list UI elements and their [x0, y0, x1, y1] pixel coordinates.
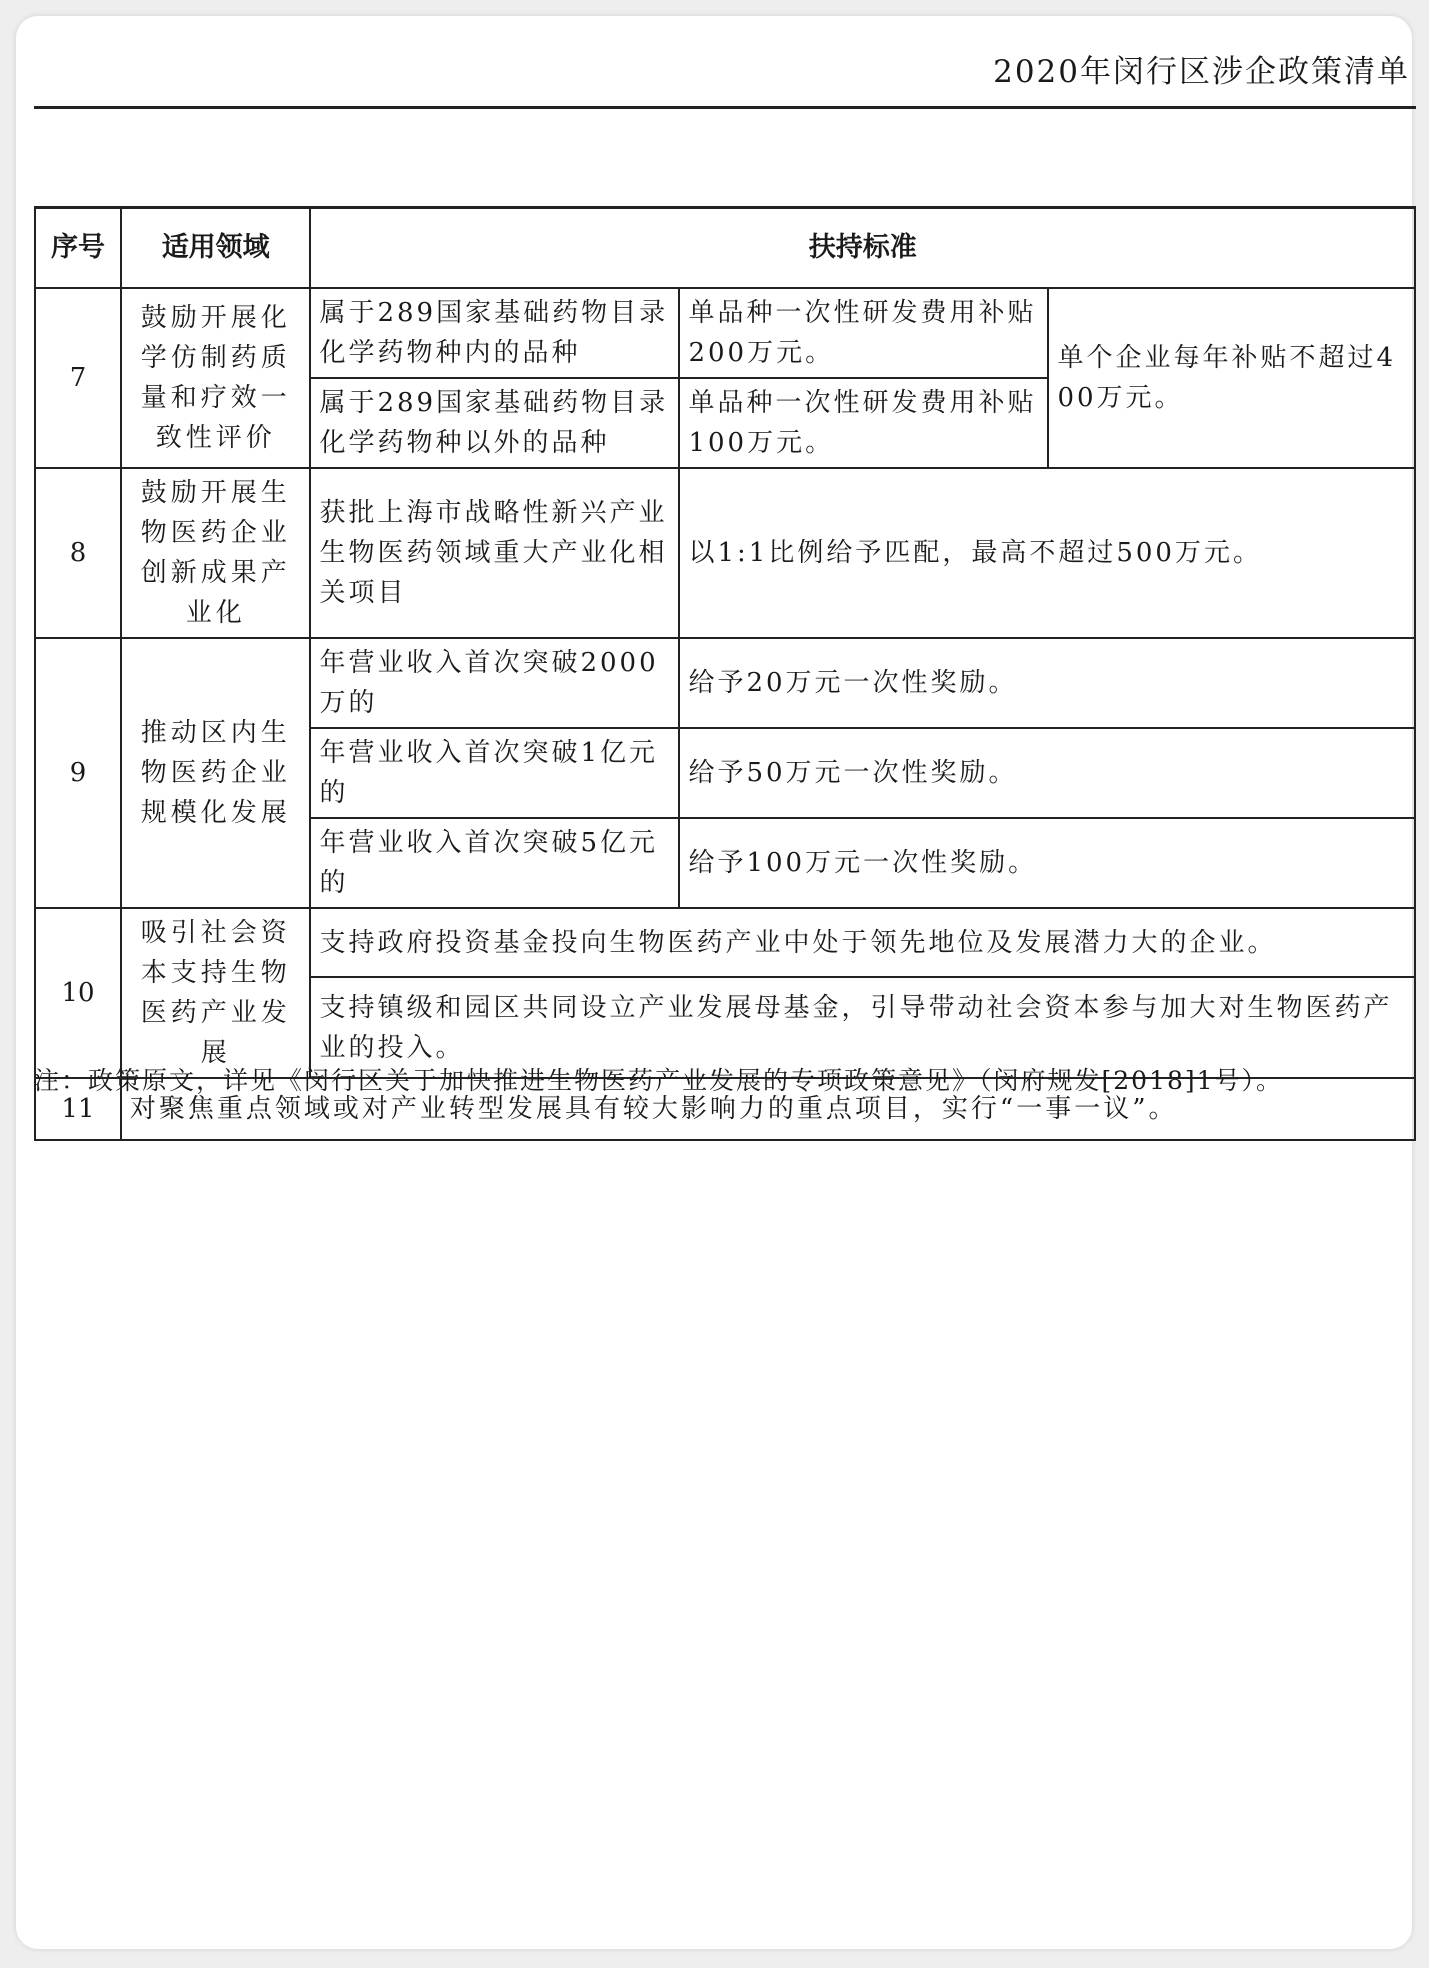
row-condition: 获批上海市战略性新兴产业生物医药领域重大产业化相关项目: [310, 468, 679, 638]
row-number: 11: [35, 1078, 121, 1140]
row-value: 以1:1比例给予匹配，最高不超过500万元。: [679, 468, 1415, 638]
row-condition: 年营业收入首次突破2000万的: [310, 638, 679, 728]
row-area: 鼓励开展化学仿制药质量和疗效一致性评价: [121, 288, 311, 468]
document-page: [16, 16, 1412, 1949]
header-standard: 扶持标准: [310, 208, 1415, 289]
row-number: 10: [35, 908, 121, 1078]
row-value: 单品种一次性研发费用补贴100万元。: [679, 378, 1048, 468]
row-condition: 属于289国家基础药物目录化学药物种以外的品种: [310, 378, 679, 468]
row-cap: 单个企业每年补贴不超过400万元。: [1048, 288, 1415, 468]
row-number: 7: [35, 288, 121, 468]
row-area: 吸引社会资本支持生物医药产业发展: [121, 908, 311, 1078]
table-row: [35, 288, 1415, 378]
table-row: [35, 908, 1415, 977]
document-header: [34, 34, 1416, 109]
footnote: 注：政策原文，详见《闵行区关于加快推进生物医药产业发展的专项政策意见》（闵府规发[2018]1号）。: [34, 1066, 1284, 1095]
row-area: 推动区内生物医药企业规模化发展: [121, 638, 311, 908]
row-standard: 支持镇级和园区共同设立产业发展母基金，引导带动社会资本参与加大对生物医药产业的投入。: [310, 977, 1415, 1078]
table-row: [35, 468, 1415, 638]
row-number: 8: [35, 468, 121, 638]
row-number: 9: [35, 638, 121, 908]
row-standard: 支持政府投资基金投向生物医药产业中处于领先地位及发展潜力大的企业。: [310, 908, 1415, 977]
row-condition: 年营业收入首次突破1亿元的: [310, 728, 679, 818]
row-value: 单品种一次性研发费用补贴200万元。: [679, 288, 1048, 378]
row-condition: 年营业收入首次突破5亿元的: [310, 818, 679, 908]
row-value: 给予20万元一次性奖励。: [679, 638, 1415, 728]
table-row: [35, 638, 1415, 728]
row-area: 鼓励开展生物医药企业创新成果产业化: [121, 468, 311, 638]
table-header-row: [35, 208, 1415, 289]
document-title: 2020年闵行区涉企政策清单: [993, 54, 1410, 90]
row-value: 给予50万元一次性奖励。: [679, 728, 1415, 818]
policy-table: [34, 206, 1416, 1141]
row-standard: 对聚焦重点领域或对产业转型发展具有较大影响力的重点项目，实行“一事一议”。: [121, 1078, 1415, 1140]
header-number: 序号: [35, 208, 121, 289]
row-condition: 属于289国家基础药物目录化学药物种内的品种: [310, 288, 679, 378]
header-area: 适用领域: [121, 208, 311, 289]
row-value: 给予100万元一次性奖励。: [679, 818, 1415, 908]
